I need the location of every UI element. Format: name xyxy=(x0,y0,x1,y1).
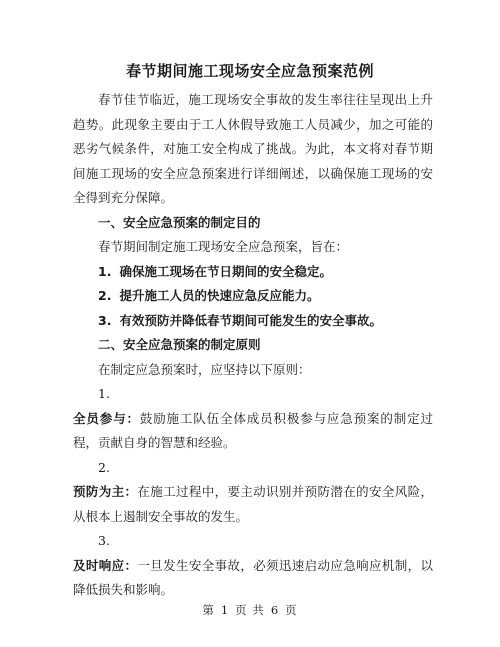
principle-number-2: 2. xyxy=(98,459,110,475)
goal-item-number: 1. xyxy=(98,263,112,279)
section-1-lead: 春节期间制定施工现场安全应急预案，旨在： xyxy=(98,239,349,254)
footer-label-mid: 页 共 xyxy=(235,603,265,617)
principle-3 xyxy=(73,554,433,603)
footer-page-number: 1 xyxy=(220,603,230,617)
footer-total-pages: 6 xyxy=(270,603,280,617)
principle-label: 及时响应： xyxy=(73,557,138,573)
section-1-heading: 一、安全应急预案的制定目的 xyxy=(98,214,261,230)
document-body xyxy=(73,88,433,603)
principle-2 xyxy=(73,480,433,529)
principle-1 xyxy=(73,407,433,456)
intro-paragraph: 春节佳节临近，施工现场安全事故的发生率往往呈现出上升趋势。此现象主要由于工人休假导致施工人员减少，加之可能的恶劣气候条件，对施工安全构成了挑战。为此，本文将对春节期间施工现场的安全应急预案进行详细阐述，以确保施工现场的安全得到充分保障。 xyxy=(73,92,433,205)
principle-label: 预防为主： xyxy=(73,484,138,499)
section-2-lead: 在制定应急预案时，应坚持以下原则： xyxy=(98,361,311,377)
principle-number-3: 3. xyxy=(98,533,110,548)
goal-item-number: 3. xyxy=(98,312,112,328)
footer-label-pre: 第 xyxy=(202,603,215,617)
goal-item-text: 有效预防并降低春节期间可能发生的安全事故。 xyxy=(119,312,382,328)
principle-number-1: 1. xyxy=(98,386,110,401)
section-2-heading: 二、安全应急预案的制定原则 xyxy=(98,337,261,352)
document-title: 春节期间施工现场安全应急预案范例 xyxy=(125,62,374,80)
principle-text: 一旦发生安全事故，必须迅速启动应急响应机制，以降低损失和影响。 xyxy=(73,557,433,597)
goal-item-number: 2. xyxy=(98,288,112,303)
principle-text: 鼓励施工队伍全体成员积极参与应急预案的制定过程，贡献自身的智慧和经验。 xyxy=(73,410,433,450)
goal-item-text: 提升施工人员的快速应急反应能力。 xyxy=(119,288,320,303)
footer-label-post: 页 xyxy=(285,603,298,617)
page-footer xyxy=(0,602,500,618)
goal-item-3 xyxy=(73,309,433,334)
principle-label: 全员参与： xyxy=(73,410,140,426)
goal-item-2 xyxy=(73,284,433,309)
goal-item-1 xyxy=(73,260,433,285)
principle-text: 在施工过程中，要主动识别并预防潜在的安全风险，从根本上遏制安全事故的发生。 xyxy=(73,484,433,524)
goal-item-text: 确保施工现场在节日期间的安全稳定。 xyxy=(119,263,332,279)
